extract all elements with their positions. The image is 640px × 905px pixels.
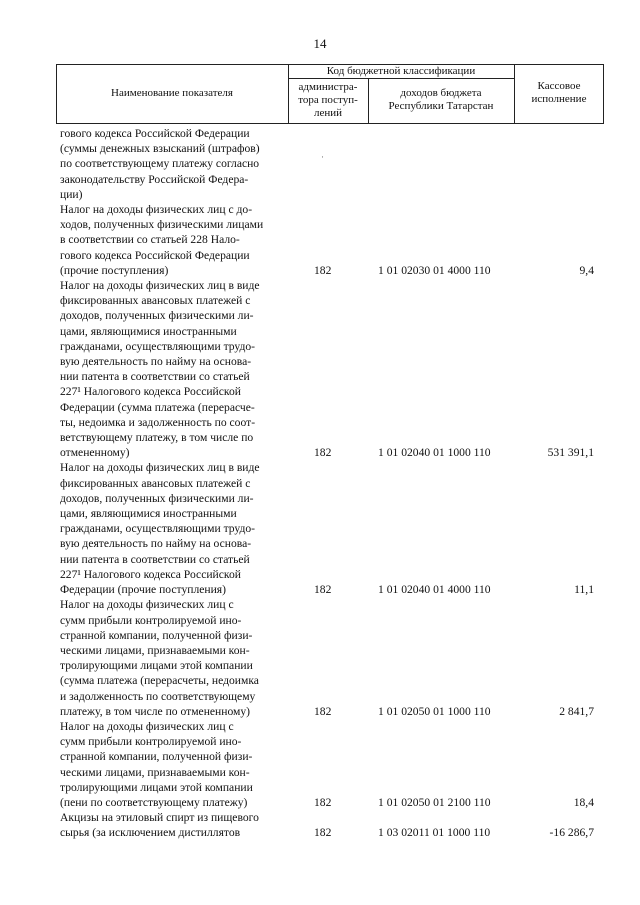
table-row xyxy=(56,597,604,719)
header-income-column: доходов бюджета Республики Татарстан xyxy=(388,87,494,112)
header-code-group: Код бюджетной классификации xyxy=(326,65,476,77)
header-name-column: Наименование показателя xyxy=(111,87,233,99)
table-row xyxy=(56,202,604,278)
table-row xyxy=(56,719,604,810)
header-bottom-rule xyxy=(56,123,604,124)
table-row xyxy=(56,460,604,597)
row-amount: -16 286,7 xyxy=(549,826,594,840)
row-income-code: 1 01 02030 01 4000 110 xyxy=(378,263,491,277)
row-amount: 9,4 xyxy=(579,263,594,277)
row-name: Налог на доходы физических лиц в виде фиксированных авансовых платежей с доходов, полученных физическими ли- цами, являющимися иностранными гражданами, осуществляющими трудо- вую деятельность по найму на основа- нии патента в соответствии со статьей 227¹ Налогового кодекса Российской Федерации (прочие поступления) xyxy=(60,461,260,597)
row-name: Налог на доходы физических лиц в виде фиксированных авансовых платежей с доходов, полученных физическими ли- цами, являющимися иностранными гражданами, осуществляющими трудо- вую деятельность по найму на основа- нии патента в соответствии со статьей 227¹ Налогового кодекса Российской Федерации (сумма платежа (перерасче- ты, недоимка и задолженность по соот- ветствующему платежу, в том числе по отмененному) xyxy=(60,279,260,460)
row-admin-code: 182 xyxy=(314,583,332,597)
row-income-code: 1 01 02040 01 1000 110 xyxy=(378,446,491,460)
table-row xyxy=(56,810,604,840)
scan-mark: · xyxy=(321,152,324,162)
row-income-code: 1 01 02040 01 4000 110 xyxy=(378,583,491,597)
table-row xyxy=(56,126,604,202)
header-group-rule xyxy=(288,78,514,79)
row-name: Акцизы на этиловый спирт из пищевого сырья (за исключением дистиллятов xyxy=(60,811,259,840)
row-name: Налог на доходы физических лиц с сумм прибыли контролируемой ино- странной компании, полученной физи- ческими лицами, признаваемыми кон- тролирующими лицами этой компании (сумма платежа (перерасчеты, недоимка и задолженность по соответствующему платежу, в том числе по отмененному) xyxy=(60,598,259,718)
row-admin-code: 182 xyxy=(314,263,332,277)
row-amount: 531 391,1 xyxy=(547,446,594,460)
table-body xyxy=(56,126,604,841)
row-name: гового кодекса Российской Федерации (суммы денежных взысканий (штрафов) по соответствующему платежу согласно законодательству Российской Федера- ции) xyxy=(60,127,260,201)
row-amount: 11,1 xyxy=(574,583,594,597)
row-income-code: 1 01 02050 01 1000 110 xyxy=(378,704,491,718)
table-header xyxy=(56,64,604,124)
row-name: Налог на доходы физических лиц с сумм прибыли контролируемой ино- странной компании, полученной физи- ческими лицами, признаваемыми кон- тролирующими лицами этой компании (пени по соответствующему платежу) xyxy=(60,719,253,809)
row-name: Налог на доходы физических лиц с до- ходов, полученных физическими лицами в соответствии со статьей 228 Нало- гового кодекса Российской Федерации (прочие поступления) xyxy=(60,203,264,277)
row-admin-code: 182 xyxy=(314,826,332,840)
header-admin-column: администра- тора поступ- лений xyxy=(298,81,358,119)
row-admin-code: 182 xyxy=(314,795,332,809)
row-income-code: 1 03 02011 01 1000 110 xyxy=(378,826,491,840)
row-amount: 2 841,7 xyxy=(559,704,594,718)
row-amount: 18,4 xyxy=(573,795,594,809)
row-admin-code: 182 xyxy=(314,446,332,460)
row-admin-code: 182 xyxy=(314,704,332,718)
header-amount-column: Кассовое исполнение xyxy=(531,80,587,105)
page-number: 14 xyxy=(313,36,327,51)
table-row xyxy=(56,278,604,460)
row-income-code: 1 01 02050 01 2100 110 xyxy=(378,795,491,809)
